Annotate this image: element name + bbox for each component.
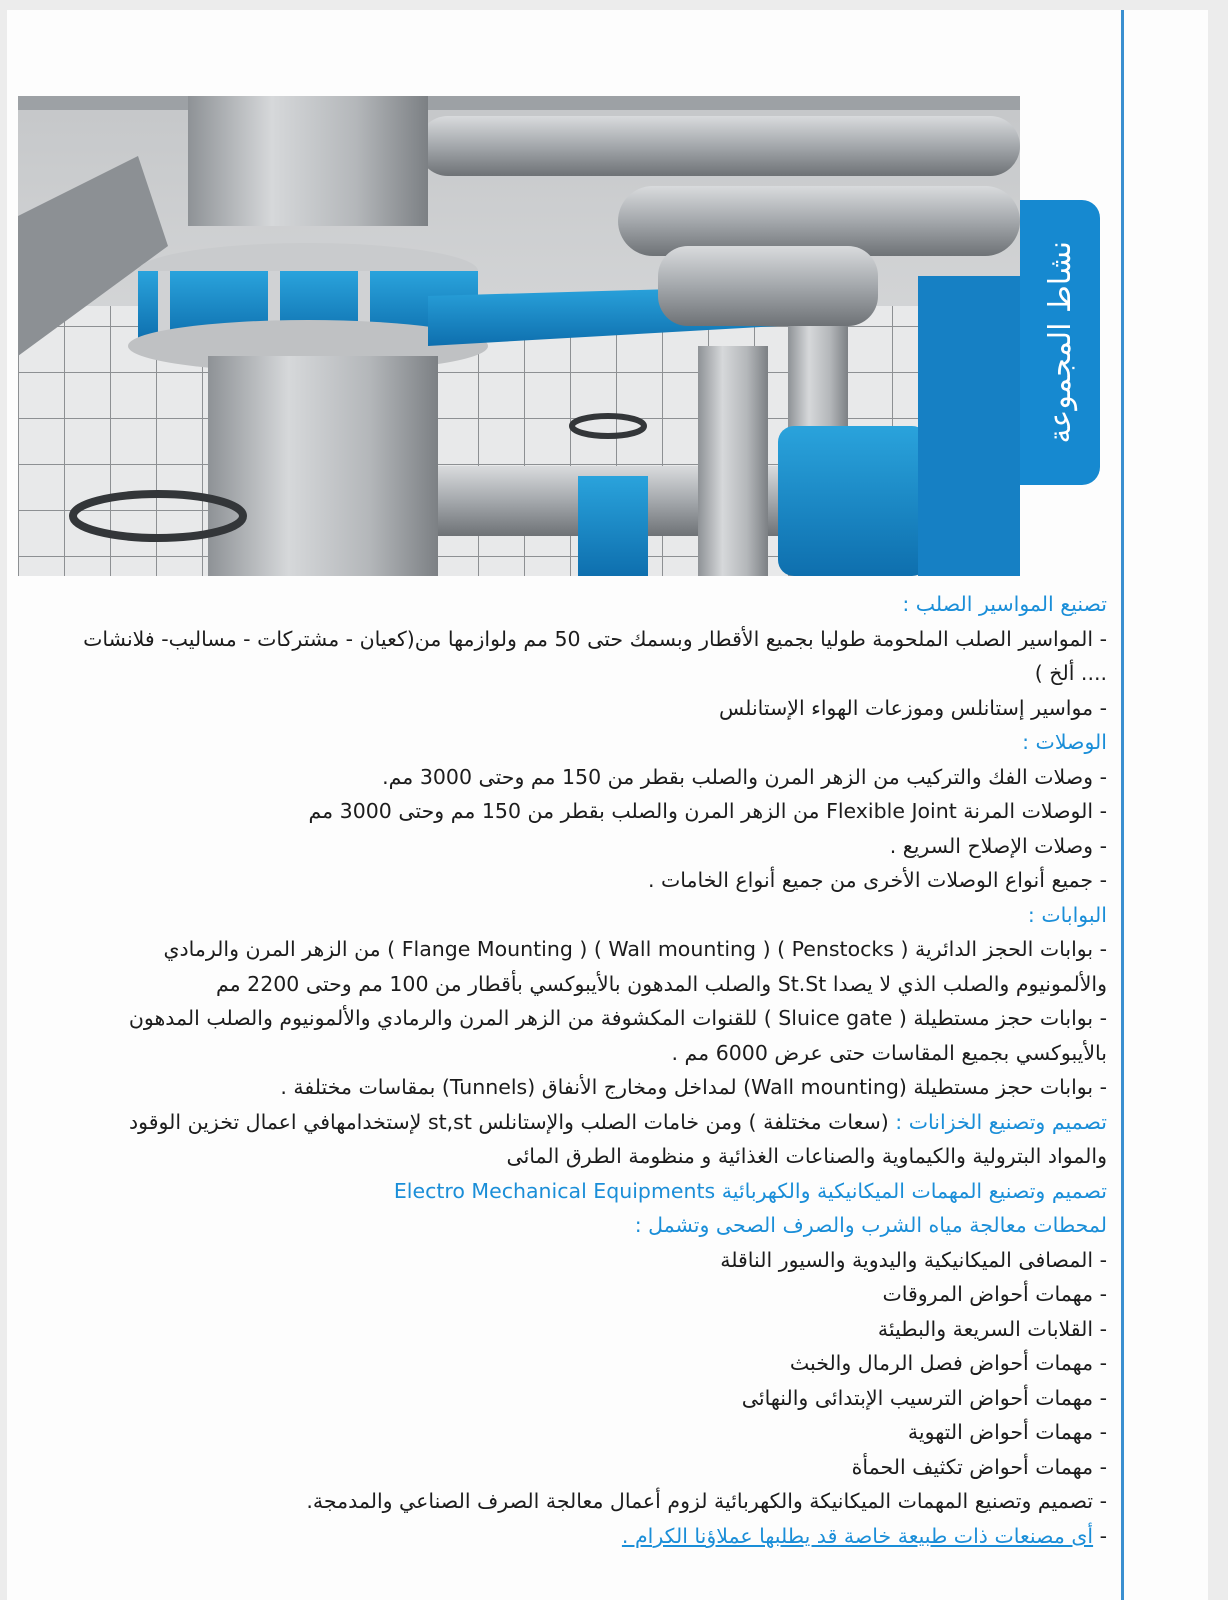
steel-pipes-item: - المواسير الصلب الملحومة طوليا بجميع الأقطار وبسمك حتى 50 مم ولوازمها من(كعيان - مشتركات - مساليب- فلانشات .... ألخ ) <box>83 626 1107 685</box>
activity-content <box>67 587 1107 1553</box>
electromech-item: - مهمات أحواض فصل الرمال والخبث <box>789 1351 1107 1375</box>
group-activity-tab-label: نشاط المجموعة <box>1042 241 1078 444</box>
tanks-heading: تصميم وتصنيع الخزانات : <box>895 1109 1107 1134</box>
electromech-item: - مهمات أحواض تكثيف الحمأة <box>851 1454 1107 1479</box>
electromech-subheading: لمحطات معالجة مياه الشرب والصرف الصحى وتشمل : <box>634 1213 1107 1237</box>
electromech-item: - القلابات السريعة والبطيئة <box>877 1316 1107 1341</box>
special-products-link[interactable]: أى مصنعات ذات طبيعة خاصة قد يطلبها عملاؤنا الكرام . <box>621 1523 1094 1548</box>
footer-dash: - <box>1093 1523 1107 1548</box>
group-activity-tab[interactable] <box>1020 200 1100 485</box>
steel-pipes-heading: تصنيع المواسير الصلب : <box>902 592 1107 616</box>
gates-item: - بوابات الحجز الدائرية ( Penstocks ) ( Wall mounting ) ( Flange Mounting ) من الزهر المرن والرمادي والألمونيوم والصلب الذي لا يصدا St.St والصلب المدهون بالأيبوكسي بأقطار من 100 مم وحتى 2200 مم <box>163 937 1107 996</box>
joints-item: - الوصلات المرنة Flexible Joint من الزهر المرن والصلب بقطر من 150 مم وحتى 3000 مم <box>308 799 1107 823</box>
joints-item: - جميع أنواع الوصلات الأخرى من جميع أنواع الخامات . <box>647 868 1107 892</box>
vertical-divider <box>1121 10 1124 1600</box>
gates-item: - بوابات حجز مستطيلة ( Sluice gate ) للقنوات المكشوفة من الزهر المرن والرمادي والألمونيوم والصلب المدهون بالأيبوكسي بجميع المقاسات حتى عرض 6000 مم . <box>128 1006 1107 1065</box>
tanks-body: (سعات مختلفة ) ومن خامات الصلب والإستانلس st,st لإستخدامهافي اعمال تخزين الوقود والمواد البترولية والكيماوية والصناعات الغذائية و منظومة الطرق المائى <box>129 1109 1107 1168</box>
industrial-pipes-photo <box>18 96 1020 576</box>
gates-item: - بوابات حجز مستطيلة (Wall mounting) لمداخل ومخارج الأنفاق (Tunnels) بمقاسات مختلفة . <box>280 1075 1107 1099</box>
tanks-paragraph <box>67 1105 1107 1174</box>
electromech-item: - مهمات أحواض المروقات <box>882 1282 1107 1306</box>
electromech-item: - المصافى الميكانيكية واليدوية والسيور الناقلة <box>720 1247 1107 1272</box>
electromech-item: - تصميم وتصنيع المهمات الميكانيكة والكهربائية لزوم أعمال معالجة الصرف الصناعي والمدمجة. <box>306 1489 1107 1513</box>
joints-heading: الوصلات : <box>1022 730 1107 754</box>
gates-heading: البوابات : <box>1027 902 1107 927</box>
electromech-footer <box>67 1519 1107 1554</box>
joints-item: - وصلات الإصلاح السريع . <box>889 833 1107 858</box>
joints-item: - وصلات الفك والتركيب من الزهر المرن والصلب بقطر من 150 مم وحتى 3000 مم. <box>382 764 1107 789</box>
electromech-item: - مهمات أحواض التهوية <box>907 1420 1107 1444</box>
page-card <box>7 10 1208 1600</box>
photo-illustration <box>18 96 1020 576</box>
electromech-item: - مهمات أحواض الترسيب الإبتدائى والنهائى <box>741 1385 1107 1410</box>
electromech-heading: تصميم وتصنيع المهمات الميكانيكية والكهربائية Electro Mechanical Equipments <box>393 1178 1107 1203</box>
steel-pipes-item: - مواسير إستانلس وموزعات الهواء الإستانلس <box>719 695 1107 720</box>
